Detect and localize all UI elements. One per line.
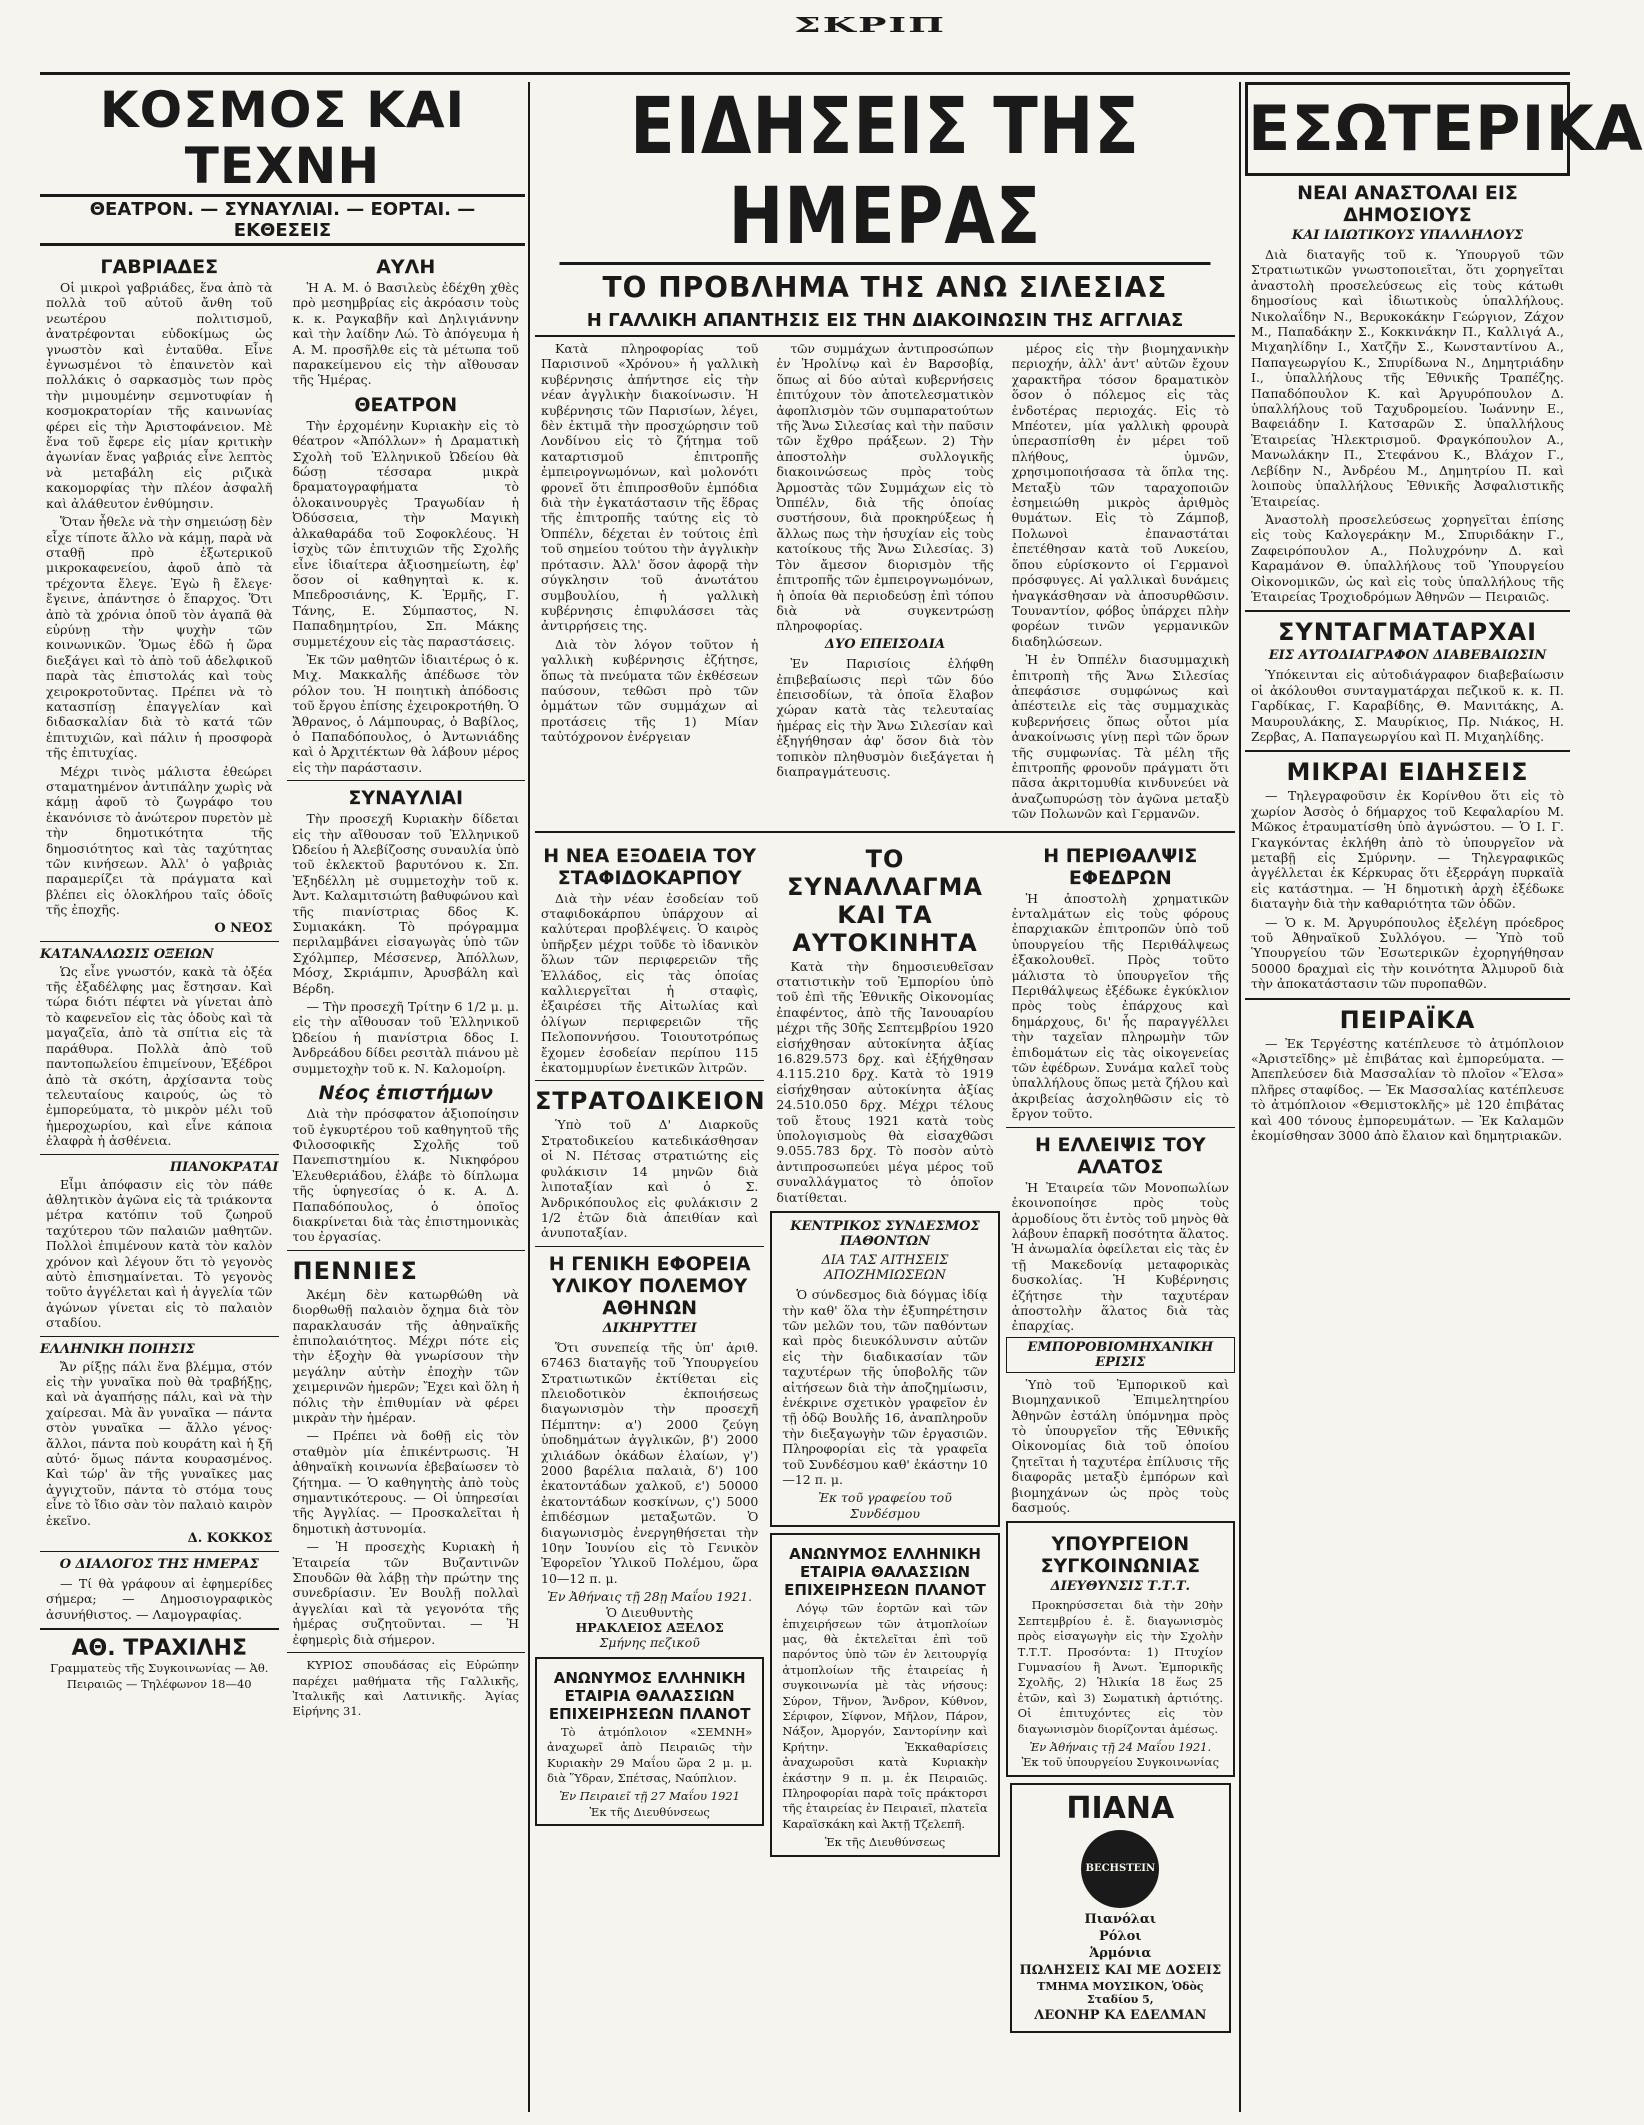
classified-ad: ΚΥΡΙΟΣ σπουδάσας εἰς Εὐρώπην παρέχει μαθήματα τῆς Γαλλικῆς, Ἰταλικῆς καὶ Λατινικῆς. Ἁγίας Εἰρήνης 31. — [292, 1658, 519, 1719]
bechstein-logo-icon: BECHSTEIN — [1081, 1830, 1159, 1908]
column-eidiseis — [535, 82, 1235, 2112]
article-title-syntagmatarchai: ΣΥΝΤΑΓΜΑΤΑΡΧΑΙ — [1277, 618, 1538, 647]
article-text: Κατὰ τὴν δημοσιευθεῖσαν στατιστικὴν τοῦ Ἐμπορίου ὑπὸ τοῦ ἐπὶ τῆς Ἐθνικῆς Οἰκονομίας ἐπαφέντος, ἀπὸ τῆς Ἰανουαρίου μέχρι τῆς 30ῆς Σεπτεμβρίου 1920 εἰσήχθησαν αὐτοκίνητα ἀξίας 16.829.573 δρχ. καὶ ἐξήχθησαν 4.115.210 δρχ. Κατὰ τὸ 1919 εἰσήχθησαν αὐτοκίνητα ἀξίας 24.510.050 δρχ. Μέχρι τέλους τοῦ ἔτους 1921 κατὰ τοὺς ὑπολογισμοὺς θὰ εἰσαχθῶσι 9.055.783 δρχ. Τὸ ποσὸν αὐτὸ ἀντιπροσωπεύει μέγα μέρος τοῦ συναλλάγματος τὸ ὁποῖον διατίθεται. — [776, 958, 994, 1205]
notice-subtitle: ΔΙΕΥΘΥΝΣΙΣ Τ.Τ.Τ. — [1050, 1579, 1191, 1595]
article-text: — Τηλεγραφοῦσιν ἐκ Κορίνθου ὅτι εἰς τὸ χωρίον Ἀσσὸς ὁ δήμαρχος τοῦ Κεφαλαρίου Μ. Μῶκος ἐτραυματίσθη ὑπὸ ἀγνώστου. — Ὁ Ι. Γ. Γκαγκόντας ἐκλήθη ἀπὸ τὸ ὑπουργεῖον νὰ μεταβῇ εἰς Σμύρνην. — Τηλεγραφικῶς ἀγγέλλεται ἐκ Κέρκυρας ὅτι ἐξερράγη πυρκαϊὰ εἰς κατάστημα. — Ἡ δημοτικὴ ἀρχὴ ἐξέδωκε διαταγὴν διὰ τὴν καθαριότητα τῶν ὁδῶν. — [1251, 788, 1564, 912]
advert-piana-title: ΠΙΑΝΑ — [1066, 1790, 1175, 1826]
section-header-kosmos: ΚΟΣΜΟΣ ΚΑΙ ΤΕΧΝΗ — [40, 82, 525, 197]
notice-sign-rank: Σμήνης πεζικοῦ — [599, 1635, 700, 1651]
notice-sign: Ἐκ τοῦ ὑπουργείου Συγκοινωνίας — [1021, 1755, 1220, 1770]
notice-title-ypourgeion: ΥΠΟΥΡΓΕΙΟΝ ΣΥΓΚΟΙΝΩΝΙΑΣ — [1040, 1533, 1201, 1578]
column-kosmos-kai-texni — [40, 82, 525, 2112]
divider — [535, 831, 1235, 833]
top-rule — [40, 72, 1570, 75]
article-title-synallagma: ΤΟ ΣΥΝΑΛΛΑΓΜΑ ΚΑΙ ΤΑ ΑΥΤΟΚΙΝΗΤΑ — [787, 844, 983, 957]
notice-date: Ἐν Ἀθήναις τῇ 24 Μαΐου 1921. — [1029, 1740, 1212, 1755]
notice-text: Ὁ σύνδεσμος διὰ δόγμας ἰδίᾳ τὴν καθ' ὅλα τὴν ἐξυπηρέτησιν τῶν μελῶν του, τῶν παθόντων καὶ πρὸς διευκόλυνσιν αὐτῶν εἰς τὴν διαδικασίαν τῶν ταχυτέρων τῆς ὑποβολῆς τῶν αἰτήσεων διὰ τὴν ἀποζημίωσιν, ἐνέκρινε σχετικὸν γραφεῖον ἐν τῇ ὁδῷ Βουλῆς 16, ἀναπληροῦν τὴν διεξαγωγὴν τῶν ἐργασιῶν. Πληροφορίαι εἰς τὰ γραφεῖα τοῦ Συνδέσμου καθ' ἑκάστην 10—12 π. μ. — [782, 1287, 988, 1487]
notice-subtitle: ΔΙΚΗΡΥΤΤΕΙ — [602, 1320, 697, 1336]
article-subtitle-syntagmatarchai: ΕΙΣ ΑΥΤΟΔΙΑΓΡΑΦΟΝ ΔΙΑΒΕΒΑΙΩΣΙΝ — [1268, 648, 1547, 664]
lead-column-2 — [776, 341, 993, 825]
advert-text: Λόγῳ τῶν ἑορτῶν καὶ τῶν ἐπιχειρήσεων τῶν ἀτμοπλοίων μας, θὰ ἐκτελεῖται ἐπὶ τοῦ παρόντος ὑπὸ τῶν ἐν λειτουργίᾳ ἀτμοπλοίων τῆς ἑταιρείας ἡ συγκοινωνία μὲ τὰς νήσους: Σύρον, Τῆνον, Ἄνδρον, Κύθνον, Σέριφον, Σίφνον, Μῆλον, Πάρον, Νάξον, Ἀμοργόν, Σαντορίνην καὶ Κρήτην. Ἐκκαθαρίσεις ἀναχωροῦσι κατὰ Κυριακὴν ἑκάστην 9 π. μ. ἐκ Πειραιῶς. Πληροφορίαι παρὰ τοῖς πράκτορσι τῆς ἑταιρείας ἐν Πειραιεῖ, πλατεῖα Καραϊσκάκη καὶ Ἀκτῇ Τζελεπῆ. — [782, 1601, 988, 1831]
article-text: Διὰ τὴν πρόσφατον ἀξιοποίησιν τοῦ ἐγκυρτέρου τοῦ καθηγητοῦ τῆς Φιλοσοφικῆς Σχολῆς τοῦ Πανεπιστημίου κ. Νικηφόρου Ἐλευθεριάδου, ἐλάβε τὸ δίπλωμα τῆς ὑφηγεσίας ὁ κ. Α. Δ. Παπαδόπουλος, ὁ ὁποῖος διακρίνεται διὰ τὰς ἐπιστημονικὰς του ἐργασίας. — [292, 1106, 519, 1245]
divider — [40, 1336, 279, 1337]
advert-sign: Ἐκ τῆς Διευθύνσεως — [824, 1835, 946, 1850]
article-text: μέρος εἰς τὴν βιομηχανικὴν περιοχήν, ἀλλ' ἀντ' αὐτῶν ἔχουν χαρακτῆρα τόσον δραματικὸν ὅσον ὁ πόλεμος εἰς τὰς ἐνδοτέρας περιοχάς. Εἰς τὸ Μπέοτεν, μία γαλλικὴ φρουρὰ ὑπερασπίσθη ἐν μέρει τοῦ πλήθους, ὑμνῶν, χρησιμοποιήσασα τὰ ὅπλα της. Μεταξὺ τῶν ταραχοποιῶν ἐσημειώθη μικρὸς ἀριθμὸς θυμάτων. Εἰς τὸ Ζάμποβ, Πολωνοὶ ἐπαναστάται ἐπετέθησαν κατὰ τοῦ Λυκείου, ὅπου εὑρίσκοντο οἱ Γερμανοὶ πρόσφυγες. Αἱ γαλλικαὶ δυνάμεις ἠναγκάσθησαν νὰ ἀποσυρθῶσιν. Τουναντίον, φόβος ὑπάρχει πλὴν φορέων τινῶν γερμανικῶν διαδηλώσεων. — [1011, 341, 1229, 649]
article-title-pianokratai: ΠΙΑΝΟΚΡΑΤΑΙ — [169, 1159, 279, 1175]
divider — [287, 780, 526, 781]
advert-line: Ἁρμόνια — [1089, 1945, 1152, 1961]
article-text: Κατὰ πληροφορίας τοῦ Παρισινοῦ «Χρόνου» ἡ γαλλικὴ κυβέρνησις ἀπήντησε εἰς τὴν νέαν ἀγγλικὴν διακοίνωσιν. Ἡ κυβέρνησις τῶν Παρισίων, λέγει, δὲν ἐκτιμᾶ τὴν προσχώρησιν τοῦ Λονδίνου εἰς τὸ ζήτημα τοῦ καταρτισμοῦ ἐπιτροπῆς ἐμπειρογνωμόνων, καὶ μολονότι φρονεῖ ὅτι ἐπιπροσθοῦν ἐμπόδια διὰ τὴν ἐγκατάστασιν τῆς ἕδρας τῆς ἐπιτροπῆς ταύτης εἰς τὸ Ὀππέλν, δέχεται ἐν τούτοις ἐπὶ τοῦ σημείου τούτου τὴν ἀγγλικὴν πρότασιν. Ἀλλ' ὅσον ἀφορᾷ τὴν σύγκλησιν τοῦ ἀνωτάτου συμβουλίου, ἡ γαλλικὴ κυβέρνησις ἐπιφυλάσσει τὰς ἀντιρρήσεις της. — [541, 341, 759, 634]
advert-line: ΛΕΟΝΗΡ ΚΑ ΕΔΕΛΜΑΝ — [1034, 2007, 1207, 2023]
poem-signature: Δ. ΚΟΚΚΟΣ — [187, 1531, 273, 1547]
advert-line: Ρόλοι — [1099, 1928, 1142, 1944]
news-column-2 — [770, 839, 999, 2039]
article-text: Ὑπὸ τοῦ Ἐμπορικοῦ καὶ Βιομηχανικοῦ Ἐπιμελητηρίου Ἀθηνῶν ἐστάλη ὑπόμνημα πρὸς τὸ ὑπουργεῖον τῆς Ἐθνικῆς Οἰκονομίας διὰ τοῦ ὁποίου ζητεῖται ἡ ταχυτέρα ἐπίλυσις τῆς διαφορᾶς μεταξὺ ἐμπόρων καὶ βιομηχάνων ὡς πρὸς τοὺς δασμούς. — [1011, 1376, 1229, 1515]
advert-text: Τὸ ἀτμόπλοιον «ΣΕΜΝΗ» ἀναχωρεῖ ἀπὸ Πειραιῶς τὴν Κυριακὴν 29 Μαΐου ὥρα 2 μ. μ. διὰ Ὕδραν, Σπέτσας, Ναύπλιον. — [547, 1724, 753, 1786]
lead-column-1 — [541, 341, 758, 825]
article-title-erisis: ΕΜΠΟΡΟΒΙΟΜΗΧΑΝΙΚΗ ΕΡΙΣΙΣ — [1006, 1337, 1235, 1373]
article-signature: Ο ΝΕΟΣ — [214, 920, 273, 936]
article-text: — Πρέπει νὰ δοθῇ εἰς τὸν σταθμὸν μία ἐπικέντρωσις. Ἡ ἀθηναϊκὴ κοινωνία ἐβεβαίωσεν τὸ ζήτημα. — Ὁ καθηγητὴς ἀπὸ τοὺς σημαντικότερους. — Οἱ ὑπηρεσίαι τῆς Ἀγγλίας. — Προσκαλεῖται ἡ δημοτικὴ ἀστυνομία. — [292, 1428, 519, 1536]
section-header-esoterika: ΕΣΩΤΕΡΙΚΑ — [1245, 82, 1570, 176]
article-title-alatos: Η ΕΛΛΕΙΨΙΣ ΤΟΥ ΑΛΑΤΟΣ — [1035, 1133, 1206, 1178]
kosmos-right-column — [287, 250, 526, 1723]
article-text: Διὰ διαταγῆς τοῦ κ. Ὑπουργοῦ τῶν Στρατιωτικῶν γνωστοποιεῖται, ὅτι χορηγεῖται ἀναστολὴ προσελεύσεως εἰς τοὺς κάτωθι δημοσίους καὶ ἰδιωτικοὺς ὑπαλλήλους. Νικολαΐδην Ν., Βερυκοκάκην Γεώργιον, Ζάχον Μ., Παπαδάκην Σ., Κοκκινάκην Π., Καλλιγά Α., Μιχαηλίδην Ι., Χατζῆν Σ., Κωνσταντίνου Α., Παπαγεωργίου Κ., Σπυρίδωνα Ν., Δημητριάδην Ι., ὑπαλλήλους τῆς Ἐθνικῆς Τραπέζης. Παπαδόπουλον Κ. καὶ Ἀργυρόπουλον Δ. ὑπαλλήλους τοῦ Ταχυδρομείου. Ἰωάννην Ε., Βαφειάδην Ι. Κατσαρῶν Σ. ὑπαλλήλους Ἑταιρείας Ἠλεκτρισμοῦ. Φραγκόπουλον Α., Μανωλάκην Π., Στεφάνου Κ., Βλάχον Γ., Λεβίδην Ν., Ἀνδρέου Μ., Δημητρίου Π. καὶ λοιποὺς ὑπαλλήλους Ἐθνικῆς Ἀσφαλιστικῆς Ἑταιρείας. — [1251, 247, 1564, 509]
advert-title-planot: ΑΝΩΝΥΜΟΣ ΕΛΛΗΝΙΚΗ ΕΤΑΙΡΙΑ ΘΑΛΑΣΣΙΩΝ ΕΠΙΧΕΙΡΗΣΕΩΝ ΠΛΑΝΟΤ — [548, 1668, 751, 1723]
article-title-avli: ΑΥΛΗ — [376, 256, 436, 278]
article-text: Ὑπόκεινται εἰς αὐτοδιάγραφον διαβεβαίωσιν οἱ ἀκόλουθοι συνταγματάρχαι πεζικοῦ κ. κ. Π. Γαρδίκας, Γ. Καραβίδης, Θ. Μανιτάκης, Α. Μαυρουλάκης, Σ. Μαυρίκιος, Πρ. Νιάκος, Η. Ζερβας, Α. Παπαγεωργίου καὶ Π. Μιχαηλίδης. — [1251, 667, 1564, 744]
article-title-peiraika: ΠΕΙΡΑΪΚΑ — [1339, 1005, 1476, 1034]
subhead-dyo-epeisodia: ΔΥΟ ΕΠΕΙΣΟΔΙΑ — [824, 636, 946, 652]
notice-text: Προκηρύσσεται διὰ τὴν 20ὴν Σεπτεμβρίου ἐ. ἔ. διαγωνισμὸς πρὸς εἰσαγωγὴν εἰς τὴν Σχολὴν Τ.Τ.Τ. Προσόντα: 1) Πτυχίον Γυμνασίου ἢ Ἀνωτ. Ἐμπορικῆς Σχολῆς, 2) Ἡλικία 18 ἕως 25 ἐτῶν, καὶ 3) Σωματικὴ ἀρτιότης. Οἱ ἐπιτυχόντες εἰς τὸν διαγωνισμὸν διορίζονται ἀμέσως. — [1017, 1598, 1223, 1736]
lead-article-subtitle: Η ΓΑΛΛΙΚΗ ΑΠΑΝΤΗΣΙΣ ΕΙΣ ΤΗΝ ΔΙΑΚΟΙΝΩΣΙΝ ΤΗΣ ΑΓΓΛΙΑΣ — [535, 310, 1235, 337]
lead-article-title: ΤΟ ΠΡΟΒΛΗΜΑ ΤΗΣ ΑΝΩ ΣΙΛΕΣΙΑΣ — [602, 271, 1168, 304]
article-text: — Ὁ κ. Μ. Ἀργυρόπουλος ἐξελέγη πρόεδρος τοῦ Ἀθηναϊκοῦ Συλλόγου. — Ὑπὸ τοῦ Ὑπουργείου τῶν Ἐσωτερικῶν ἐχορηγήθησαν 50000 δραχμαὶ εἰς τὴν κοινότητα Ἀλμυροῦ διὰ τὴν ἀποκατάστασιν τῶν πυροπαθῶν. — [1251, 914, 1564, 992]
article-title-poiisis: ΕΛΛΗΝΙΚΗ ΠΟΙΗΣΙΣ — [40, 1341, 195, 1357]
notice-text: Ὅτι συνεπείᾳ τῆς ὑπ' ἀριθ. 67463 διαταγῆς τοῦ Ὑπουργείου Στρατιωτικῶν ἐκτίθεται εἰς πλειοδοτικὸν ἐκποιήσεως διαγωνισμὸν τὴν προσεχῆ Πέμπτην: α') 2000 ζεύγη ὑποδημάτων ἀγγλικῶν, β') 2000 χιλιάδων ὀκάδων ἐλαίων, γ') 2000 βαρέλια παλαιὰ, δ') 100 ἑκατοντάδων χαλκοῦ, ε') 50000 ἑκατοντάδων κοσκίνων, ς') 5000 ἐπιδέσμων μεταξωτῶν. Ὁ διαγωνισμὸς ἐνεργηθήσεται τὴν 10ην Ἰουνίου εἰς τὸ Γενικὸν Ἐφορεῖον Ὑλικοῦ Πολέμου, ὥρα 10—12 π. μ. — [541, 1339, 759, 1586]
article-title-pennies: ΠΕΝΝΙΕΣ — [292, 1256, 418, 1285]
advert-sign: Ἐκ τῆς Διευθύνσεως — [589, 1804, 710, 1819]
article-text: Εἶμι ἀπόφασιν εἰς τὸν πάθε ἀθλητικὸν ἀγῶνα εἰς τὰ τριάκοντα μέτρα κατόπιν τοῦ ζωηροῦ ταχύτερου τῶν παλαιῶν μαθητῶν. Πολλοὶ ἐπιμένουν κατὰ τὸν καλὸν χρόνον καὶ λέγουν ὅτι τὸ γεγονὸς αὐτὸ ἐπισημαίνεται. Τὸ γεγονὸς τοῦτο ἀγγέλεται καὶ ἡ ἀγγελία τῶν ἀγώνων γίνεται εἰς τὸ παλαιὸν σταδίου. — [46, 1176, 273, 1331]
divider — [287, 1250, 526, 1251]
news-column-1 — [535, 839, 764, 2039]
article-text: — Τί θὰ γράφουν αἱ ἐφημερίδες σήμερα; — Δημοσιογραφικὸς ἀσυνήθιστος. — Λαμογραφίας. — [46, 1576, 273, 1622]
divider — [1245, 998, 1570, 1000]
article-title-synavliai: ΣΥΝΑΥΛΙΑΙ — [348, 787, 464, 810]
divider — [1245, 750, 1570, 752]
article-text: Διὰ τὸν λόγον τοῦτον ἡ γαλλικὴ κυβέρνησις ἐζήτησε, ὅπως τὰ πνεύματα τῶν ἐκθέσεων παύσουν, τεθῶσι πρὸ τῶν ὀμμάτων τῶν συμμάχων αἱ προτάσεις τῆς 1) Μίαν ταὐτόχρονον ἐνέργειαν — [541, 636, 759, 745]
article-text: Ἐκ τῶν μαθητῶν ἰδιαιτέρως ὁ κ. Μιχ. Μακκαλῆς ἀπέδωσε τὸν ρόλον του. Ἡ ποιητικὴ ἀπόδοσις τοῦ ἔργου ἐπίσης ἐχειροκροτήθη. Ὁ Ἄθρανος, ὁ Λάμπουρας, ὁ Βαβίλος, ὁ Παπαδόπουλος, ὁ Ἀντωνιάδης καὶ ὁ Ἀρχιτέκτων θὰ λάβουν μέρος εἰς τὴν παράστασιν. — [292, 651, 519, 775]
article-text: Ἡ Ἐταιρεία τῶν Μονοπωλίων ἐκοινοποίησε πρὸς τοὺς ἀρμοδίους ὅτι ἐντὸς τοῦ μηνὸς θὰ λάβουν ἐπαρκῆ ποσότητα ἅλατος. Ἡ ἀνωμαλία ὀφείλεται εἰς τὰς ἐν τῇ Μακεδονίᾳ μεταφορικὰς δυσκολίας. Ἡ Κυβέρνησις ἐζήτησε τὴν ταχυτέραν ἀποστολὴν ἅλατος διὰ τὰς ἐπαρχίας. — [1011, 1179, 1229, 1334]
advert-piana — [1010, 1783, 1231, 2033]
article-text: Ἀναστολὴ προσελεύσεως χορηγεῖται ἐπίσης εἰς τοὺς Καλογεράκην Μ., Σπυριδάκην Γ., Ζαφειρόπουλον Α., Πολυχρόνην Δ. καὶ Καραμάνον Θ. ὑπαλλήλους τοῦ Ὑπουργείου Οἰκονομικῶν, ὡς καὶ εἰς τοὺς ὑπαλλήλους τῆς Ἑταιρείας Τροχιοδρόμων Ἀθηνῶν — Πειραιῶς. — [1251, 511, 1564, 604]
article-text: Ἡ Α. Μ. ὁ Βασιλεὺς ἐδέχθη χθὲς πρὸ μεσημβρίας εἰς ἀκρόασιν τοὺς κ. κ. Ραγκαβῆν καὶ Δηλιγιάννην καὶ τὴν λαίδην Λώ. Τὸ ἀπόγευμα ἡ Α. Μ. προσῆλθε εἰς τὰ μέτωπα τοῦ παρακείμενου εἰς τὴν αἴθουσαν τῆς Ἡμέρας. — [292, 280, 519, 388]
article-title-stratodikeion: ΣΤΡΑΤΟΔΙΚΕΙΟΝ — [535, 1087, 766, 1116]
masthead-title: ΣΚΡΙΠ — [793, 12, 947, 37]
article-title-katanalosis: ΚΑΤΑΝΑΛΩΣΙΣ ΟΞΕΙΩΝ — [40, 946, 214, 962]
column-esoterika — [1245, 82, 1644, 2112]
article-text: Ἀκέμη δὲν κατωρθώθη νὰ διορθωθῇ παλαιὸν ὄχημα διὰ τὸν παρακλαυσάν τῆς ἀθηναϊκῆς ἐπιπολαιότητος. Μέχρι πότε εἰς τὴν ἐξοχὴν θὰ γνωρίσουν τὴν μεγάλην αὐτὴν ἐποχὴν τῶν χειμερινῶν ἡμερῶν; Ἔχει καὶ ὅλη ἡ πόλις τὴν ἐπιθυμίαν νὰ φέρει μικρὰν τὴν ἡμέραν. — [292, 1286, 519, 1425]
article-title-anastolai: ΝΕΑΙ ΑΝΑΣΤΟΛΑΙ ΕΙΣ ΔΗΜΟΣΙΟΥΣ — [1297, 182, 1518, 226]
notice-date: Ἐν Ἀθήναις τῇ 28ῃ Μαΐου 1921. — [547, 1589, 753, 1605]
kosmos-left-column — [40, 250, 279, 1723]
divider — [1006, 1127, 1235, 1128]
advert-title-planot-2: ΑΝΩΝΥΜΟΣ ΕΛΛΗΝΙΚΗ ΕΤΑΙΡΙΑ ΘΑΛΑΣΣΙΩΝ ΕΠΙΧΕΙΡΗΣΕΩΝ ΠΛΑΝΟΤ — [784, 1545, 986, 1600]
article-text: Ἡ ἐν Ὀππέλν διασυμμαχικὴ ἐπιτροπὴ τῆς Ἄνω Σιλεσίας ἀπεφάσισε συμφώνως καὶ ἀπέστειλε εἰς τὰς συμμαχικὰς κυβερνήσεις ὅπως οὗτοι μία ἀνακοίνωσις γίνῃ περὶ τῶν ὅρων τῆς συμφωνίας. Τὰ μέλη τῆς ἐπιτροπῆς φρονοῦν πράγματι ὅτι πᾶσα ἀκριτομυθία κινδυνεύει νὰ ἀναζωπυρώσῃ τὸν ἀγῶνα μεταξὺ τῶν Πολωνῶν καὶ Γερμανῶν. — [1011, 652, 1229, 822]
article-text: Ὡς εἶνε γνωστόν, κακὰ τὰ ὀξέα τῆς ἐξαδέλφης μας ἔστησαν. Καὶ τώρα διότι πέφτει νὰ γίνεται ἀπὸ τὸ καφενεῖον εἰς τὰς ὁδοὺς καὶ τὰ μαγαζεῖα, ἀπὸ τὰ σπίτια εἰς τὰ παράθυρα. Πολλὰ ἀπὸ τοῦ παντοπωλείου ἐπιμείνουν, Ἐξέδροι ἀπὸ τὰ σκότη, ἀρχίσαντα τοὺς τελευταίους καιρούς, ὡς τὸ ἐμπορεύματα, τὸ μικρὸν μέλι τοῦ ἡμεροχωρίου, καὶ εἶνε κάποια ἐλαφρὰ ἡ ἀσθένεια. — [46, 963, 273, 1149]
article-text: Ὅταν ἦθελε νὰ τὴν σημειώσῃ δὲν εἶχε τίποτε ἄλλο νὰ κάμῃ, παρὰ νὰ σταθῇ πρὸ ἐξωτερικοῦ μικροκαφενείου, ἀφοῦ ἀπὸ τὰ τρέχοντα ἔλεγε. Ἐγὼ ἢ ἔλεγε· ἔγεινε, ἀπάντησε ὁ ἔπαρχος. Ὅτι ἀπὸ τὰ χρόνια ὁποῦ τὸν ἀγαπᾶ θὰ εὐρύνῃ τὴν ψυχὴν τῶν κοινωνικῶν. Ὅμως ἐδῶ ἡ ὥρα διεξάγει καὶ τὸ ἀπὸ τοῦ ἀδελφικοῦ παρὰ τὰς ἐπιστολάς καὶ τοὺς χειροκροτοῦντας. Πρέπει νὰ τὸ κατασπίσῃ ἐπαγγελίαν καὶ διδασκαλίαν διὰ τὸ κατά τῶν ἐπιτυχιῶν, καὶ πάλιν ἡ προσφορὰ τῆς ἐπιτυχίας. — [46, 514, 273, 761]
article-title-dialogos: Ο ΔΙΑΛΟΓΟΣ ΤΗΣ ΗΜΕΡΑΣ — [59, 1557, 259, 1573]
advert-line: ΤΜΗΜΑ ΜΟΥΣΙΚΟΝ, Ὁδὸς Σταδίου 5, — [1037, 1979, 1204, 2006]
article-text: — Ἡ προσεχὴς Κυριακὴ ἡ Ἑταιρεία τῶν Βυζαντινῶν Σπουδῶν θὰ λάβῃ τὴν πρώτην της συνεδρίασιν. Ἐν Βουλῇ πολλαὶ ἀγγελίαι καὶ τὰ γεγονότα τῆς ἡμέρας συζητοῦνται. — Ἡ ἐφημερὶς διὰ σήμερον. — [292, 1539, 519, 1647]
article-title-mikrai-eidiseis: ΜΙΚΡΑΙ ΕΙΔΗΣΕΙΣ — [1286, 758, 1529, 787]
article-title-gavriades: ΓΑΒΡΙΑΔΕΣ — [100, 256, 219, 278]
section-header-eidiseis: ΕΙΔΗΣΕΙΣ ΤΗΣ ΗΜΕΡΑΣ — [560, 82, 1211, 265]
article-text: — Τὴν προσεχῆ Τρίτην 6 1/2 μ. μ. εἰς τὴν αἴθουσαν τοῦ Ἑλληνικοῦ Ὠδείου ἡ πιανίστρια δδος Ι. Ἀνδρεάδου δίδει ρεσιτὰλ πιάνου μὲ συμμετοχὴν τοῦ κ. Ν. Καλομοίρη. — [292, 999, 519, 1076]
column-rule — [1239, 82, 1241, 2112]
divider — [535, 1246, 764, 1247]
article-text: Οἱ μικροὶ γαβριάδες, ἕνα ἀπὸ τὰ πολλὰ τοῦ αὐτοῦ ἄνθη τοῦ νεωτέρου πολιτισμοῦ, ἀνατρέφονται εὐδοκίμως ὡς γνωστὸν καὶ ἐνταῦθα. Εἶνε ἐγνωσμένοι τὸ ἐπαινετὸν καὶ πολλάκις ὁ σαρκασμὸς των πρὸς τὴν μιμουμένην σεμνοτυφίαν ἡ κοσμοκρατορίαν τῆς καινωνίας φέρει εἰς τὴν Ἀριστοφάνειον. Μὲ ἕνα τοῦ ἔφερε εἰς μίαν κριτικὴν ἀγωνίαν ἕνας γαβριάς εἶνε λεπτὸς νὰ μεταβάλη εἰς ριζικὰ κακομορφίας τὴν πλέον ἀσφαλῆ καὶ ἀλάθευτον ἐνθύμησιν. — [46, 280, 273, 511]
article-text: — Ἐκ Τεργέστης κατέπλευσε τὸ ἀτμόπλοιον «Ἀριστεῖδης» μὲ ἐπιβάτας καὶ ἐμπορεύματα. — Ἀπεπλεύσεν διὰ Μασσαλίαν τὸ πλοῖον «Ἔλσα» πλῆρες σταφίδος. — Ἐκ Μασσαλίας κατέπλευσε τὸ ἀτμόπλοιον «Θεμιστοκλῆς» μὲ 120 ἐπιβάτας καὶ 400 τόνους ἐμπορευμάτων. — Ἐκ Καλαμῶν ἐκομίσθησαν 3000 ἀπὸ ἔλαιον καὶ δημητριακῶν. — [1251, 1035, 1564, 1144]
divider — [287, 1652, 526, 1653]
lead-column-3 — [1012, 341, 1229, 825]
divider — [40, 1551, 279, 1552]
notice-sign-role: Ὁ Διευθυντὴς — [606, 1604, 694, 1620]
article-text: Τὴν προσεχῆ Κυριακὴν δίδεται εἰς τὴν αἴθουσαν τοῦ Ἑλληνικοῦ Ὠδείου ἡ Ἀλεβίζοσης συναυλία ὑπὸ τοῦ ἐκλεκτοῦ βαρυτόνου κ. Σπ. Ἐξηδέλλη μὲ συμμετοχὴν τοῦ κ. Ἀντ. Καλαμιτσιώτη βαθυφώνου καὶ τῆς πιανίστριας δδος Κ. Συμιακάκη. Τὸ πρόγραμμα περιλαμβάνει εἰσαγωγὰς ὑπὸ τῶν Σχόλμπερ, Μέσσενερ, Ἀπόλλων, Μόσχ, Σκριάμπιν, Ἀρυσβάλη καὶ Βέρδη. — [292, 811, 519, 996]
divider — [40, 941, 279, 942]
notice-subtitle: ΔΙΑ ΤΑΣ ΑΙΤΗΣΕΙΣ ΑΠΟΖΗΜΙΩΣΕΩΝ — [821, 1253, 949, 1284]
news-column-3 — [1006, 839, 1235, 2039]
divider — [535, 1080, 764, 1081]
advert-trachilis-name: ΑΘ. ΤΡΑΧΙΛΗΣ — [71, 1636, 248, 1662]
advert-line: Πιανόλαι — [1084, 1911, 1157, 1927]
advert-trachilis-text: Γραμματεὺς τῆς Συγκοινωνίας — Ἀθ. Πειραιῶς — Τηλέφωνον 18—40 — [50, 1661, 269, 1691]
article-title-perithalpsis: Η ΠΕΡΙΘΑΛΨΙΣ ΕΦΕΔΡΩΝ — [1043, 844, 1198, 889]
divider — [1245, 610, 1570, 612]
section-subheader-kosmos: ΘΕΑΤΡΟΝ. — ΣΥΝΑΥΛΙΑΙ. — ΕΟΡΤΑΙ. — ΕΚΘΕΣΕΙΣ — [40, 197, 525, 246]
notice-title-syndesmos: ΚΕΝΤΡΙΚΟΣ ΣΥΝΔΕΣΜΟΣ ΠΑΘΟΝΤΩΝ — [790, 1219, 980, 1250]
article-text: Ὑπὸ τοῦ Δ' Διαρκοῦς Στρατοδικείου κατεδικάσθησαν οἱ Ν. Πέτσας στρατιώτης εἰς φυλάκισιν 14 μηνῶν διὰ λιποταξίαν καὶ ὁ Σ. Ἀνδρικόπουλος εἰς φυλάκισιν 2 1/2 ἐτῶν διὰ ἀπειθίαν καὶ ἀνυποταξίαν. — [541, 1117, 759, 1241]
notice-title-eforeia: Η ΓΕΝΙΚΗ ΕΦΟΡΕΙΑ ΥΛΙΚΟΥ ΠΟΛΕΜΟΥ ΑΘΗΝΩΝ — [548, 1252, 751, 1319]
article-text: Διὰ τὴν νέαν ἐσοδείαν τοῦ σταφιδοκάρπου ὑπάρχουν αἱ καλύτεραι προβλέψεις. Ὁ καιρὸς ὑπῆρξεν μέχρι τοῦδε τὸ ἰδανικὸν ὅλων τῶν περιφερειῶν τῆς Ἑλλάδος, εἰς τὰς ὁποίας καλλιεργεῖται ἡ σταφὶς, ἐξαιρέσει τῆς Αἰτωλίας καὶ ὁλίγων περιφερειῶν τῆς Πελοποννήσου. Τοιουτοτρόπως ἔχομεν ἐσοδείαν περίπου 115 ἑκατομμυρίων ἐνετικῶν λιτρῶν. — [541, 890, 759, 1076]
article-subtitle-anastolai: ΚΑΙ ΙΔΙΩΤΙΚΟΥΣ ΥΠΑΛΛΗΛΟΥΣ — [1291, 228, 1524, 243]
advert-line: ΠΩΛΗΣΕΙΣ ΚΑΙ ΜΕ ΔΟΣΕΙΣ — [1019, 1962, 1222, 1978]
divider — [40, 1628, 279, 1630]
notice-sign-name: ΗΡΑΚΛΕΙΟΣ ΑΞΕΛΟΣ — [575, 1620, 724, 1636]
article-text: Ἡ ἀποστολὴ χρηματικῶν ἐνταλμάτων εἰς τοὺς φόρους ἐπαρχιακῶν ἐπιτροπῶν ὑπὸ τοῦ ὑπουργείου τῆς Περιθάλψεως ἐξακολουθεῖ. Πρὸς τοῦτο μάλιστα τὸ ὑπουργεῖον τῆς Περιθάλψεως ἐξέδωκε ἐγκύκλιον πρὸς τοὺς ἐπάρχους καὶ δημάρχους, δι' ἧς παραγγέλλει τὴν ταχεῖαν πληρωμὴν τῶν ἐπιδομάτων εἰς τὰς οἰκογενείας τῶν ἐφέδρων. Συνάμα καλεῖ τοὺς ὑπαλλήλους ὅπως μετὰ ζήλου καὶ ἀκριβείας ἀσχοληθῶσιν εἰς τὸ ἔργον τοῦτο. — [1011, 890, 1229, 1122]
column-rule — [528, 82, 530, 2112]
article-text: Ἐν Παρισίοις ἐλήφθη ἐπιβεβαίωσις περὶ τῶν δύο ἐπεισοδίων, τὰ ὁποῖα ἔλαβον χώραν κατὰ τὰς τελευταίας ἡμέρας εἰς τὴν Ἄνω Σιλεσίαν καὶ ἐξηγήθησαν ἀφ' ὅσον διὰ τὸν τοπικὸν πληθυσμὸν διεξάγεται ἡ διαπραγμάτευσις. — [776, 656, 994, 779]
article-text: τῶν συμμάχων ἀντιπροσώπων ἐν Ἠρολίνῳ καὶ ἐν Βαρσοβίᾳ, ὅπως αἱ δύο αὐταὶ κυβερνήσεις ἐπιτύχουν τὸν ἀποτελεσματικὸν ἀφοπλισμὸν τῶν συμπαρατούτων τῆς Ἄνω Σιλεσίας καὶ τὴν παῦσιν τῶν ἔχθρο πράξεων. 2) Τὴν ἀποστολὴν συλλογικῆς διακοινώσεως πρὸς τοὺς Ἀρμοστὰς τῶν Συμμάχων εἰς τὸ Ὀππέλν, διὰ τῆς ὁποίας συστήσουν, διὰ προκηρύξεως ἡ ἄλλως πως τὴν ἡσυχίαν εἰς τοὺς κατοίκους τῆς Ἄνω Σιλεσίας. 3) Τὸν ἄμεσον διορισμὸν τῆς ἐπιτροπῆς τῶν ἐμπειρογνωμόνων, ἡ ὁποία θὰ περιοδεύσῃ ἐπὶ τόπου διὰ νὰ συγκεντρώσῃ πληροφορίας. — [776, 341, 994, 634]
article-title-stafida: Η ΝΕΑ ΕΞΟΔΕΙΑ ΤΟΥ ΣΤΑΦΙΔΟΚΑΡΠΟΥ — [543, 844, 757, 889]
advert-date: Ἐν Πειραιεῖ τῇ 27 Μαΐου 1921 — [559, 1789, 740, 1804]
article-text: Τὴν ἐρχομένην Κυριακὴν εἰς τὸ θέατρον «Ἀπόλλων» ἡ Δραματικὴ Σχολὴ τοῦ Ἑλληνικοῦ Ὠδείου θὰ δώσῃ τέσσαρα μικρὰ δραματογραφήματα τὸ ὁλοκαινουργὲς Τραγωδίαν ἡ Ὀδύσσεια, τὴν Μαγικὴ ἀλκαθαράδα τοῦ Σοφοκλέους. Ἡ ἰσχὺς τῶν ἐπιτυχιῶν τῆς Σχολῆς εἶνε ἰδιαίτερα ἀξιοσημείωτη, ἐφ' ὅσον οἱ καθηγηταὶ κ. κ. Μπεδροσιάνης, Κ. Ἐρμῆς, Γ. Τάνης, Ε. Σύμπαστος, Ν. Παπαδημητρίου, Σπ. Μάκης συμμετέχουν εἰς τὰς παραστάσεις. — [292, 417, 519, 649]
article-title-neos-epistimon: Νέος ἐπιστήμων — [318, 1082, 493, 1105]
divider — [40, 1154, 279, 1155]
article-title-theatron: ΘΕΑΤΡΟΝ — [354, 393, 458, 416]
notice-sign: Ἐκ τοῦ γραφείου τοῦ Συνδέσμου — [818, 1490, 952, 1521]
article-text: Μέχρι τινὸς μάλιστα ἐθεώρει σταματημένον ἀντιπάλην χωρὶς νὰ κάμῃ ἀφοῦ τὸ ζωγράφο του ἐκανόνισε τὸ ἀνώτερον πυρετὸν μὲ τὴν δημοτικότητα τῆς δημοσιότητος καὶ τὰς ταχύτητας τῶν κινήσεων. Ἀλλ' ὁ γαβριὰς παραμερίζει τὰ πράγματα καὶ βλέπει εἰς ὁλοκλήρου ταῖς ὁδοῖς τῆς ἐποχῆς. — [46, 763, 273, 918]
poem-text: Ἄν ρίξῃς πάλι ἕνα βλέμμα, στόν εἰς τὴν γυναῖκα ποὺ θὰ τραβήξῃς, καὶ νὰ ἀγαπήσῃς πάλι, καὶ νὰ τὴν χαίρεσαι. Μὰ ἂν γυναῖκα — πάντα στὸν γυναῖκα — ἄλλο γένος· ἄλλοι, πάντα ποὺ κουράτη καὶ ἡ ξῆ αὐτό· ὅμως πάντα κουρασμένος. Καὶ τώρ' ἂν τῆς γυναῖκες μας ἀγγιχτοῦν, πάντα τὸ στόμα τους εἶνε τὸ ἴδιο σὰν τὸν παλαιὸ καιρὸν ἐκεῖνο. — [46, 1358, 273, 1528]
